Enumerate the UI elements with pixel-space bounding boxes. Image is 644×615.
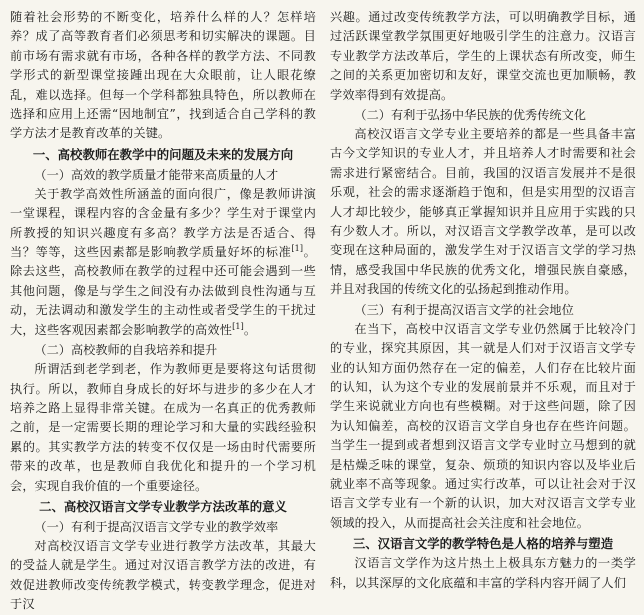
subsection-1-1-heading: （一）高效的教学质量才能带来高质量的人才 bbox=[34, 167, 279, 182]
subsection-2-1-heading: （一）有利于提高汉语言文学专业的教学效率 bbox=[34, 519, 279, 534]
subsection-1-2-heading: （二）高校教师的自我培养和提升 bbox=[34, 343, 218, 358]
paragraph-traditional-culture: 高校汉语言文学专业主要培养的都是一些具备丰富古今文学知识的专业人才，并且培养人才时需要和社会需求进行紧密结合。目前，我国的汉语言发展并不是很乐观，社会的需求逐渐趋于饱和，但是实用型的汉语言人才却比较少，能够真正掌握知识并且应用于实践的只有少数人才。所以，对汉语言文学教学改革，是可以改变现在这种局面的，激发学生对于汉语言文学的学习热情，感受我国中华民族的优秀文化，增强民族自豪感，并且对我国的传统文化的弘扬起到推动作用。 bbox=[330, 127, 636, 297]
subsection-2-2-heading: （二）有利于弘扬中华民族的优秀传统文化 bbox=[354, 108, 586, 123]
paragraph-continued: 兴趣。通过改变传统教学方法，可以明确教学目标，通过活跃课堂教学氛围更好地吸引学生的注意力。汉语言专业教学方法改革后，学生的上课状态有所改变，师生之间的关系更加密切和友好，课堂交流也更加顺畅，教学效率得到有效提高。 bbox=[330, 10, 636, 102]
subsection-2-3-heading: （三）有利于提高汉语言文学的社会地位 bbox=[354, 302, 574, 317]
right-column bbox=[330, 8, 636, 590]
section-2-heading: 二、高校汉语言文学专业教学方法改革的意义 bbox=[39, 498, 287, 514]
left-column bbox=[10, 8, 316, 612]
paragraph-personality-cultivation: 汉语言文学作为这片热土上极具东方魅力的一类学科，以其深厚的文化底蕴和丰富的学科内容开阔了人们 bbox=[330, 556, 636, 590]
reference-marker: [1] bbox=[232, 321, 244, 331]
paragraph-social-status: 在当下，高校中汉语言文学专业仍然属于比较冷门的专业，探究其原因，其一就是人们对于汉语言文学专业的认知方面仍然存在一定的偏差，人们存在比较片面的认知，认为这个专业的发展前景并不乐观，而且对于学生来说就业方向也有些模糊。对于这些问题，除了因为认知偏差，高校的汉语言文学自身也存在些许问题。当学生一提到或者想到汉语言文学专业时立马想到的就是枯燥乏味的课堂，复杂、烦琐的知识内容以及毕业后就业率不高等现象。通过实行改革，可以让社会对于汉语言文学专业有一个新的认识，加大对汉语言文学专业领域的投入，从而提高社会关注度和社会地位。 bbox=[330, 321, 636, 530]
paragraph-part: 。 bbox=[243, 322, 257, 337]
paragraph-self-improvement: 所谓活到老学到老，作为教师更是要将这句话贯彻执行。所以，教师自身成长的好坏与进步的多少在人才培养之路上显得非常关键。在成为一名真正的优秀教师之前，是一定需要长期的理论学习和大量的实践经验积累的。其实教学方法的转变不仅仅是一场由时代需要所带来的改革，也是教师自我优化和提升的一个学习机会，实现自我价值的一个重要途径。 bbox=[10, 362, 316, 493]
reference-marker: [1] bbox=[291, 244, 304, 253]
paragraph-teaching-efficiency: 对高校汉语言文学专业进行教学方法改革，其最大的受益人就是学生。通过对汉语言教学方法的改进，有效促进教师改变传统教学模式，转变教学理念，促进对于汉 bbox=[10, 538, 316, 612]
paragraph-teaching-quality bbox=[10, 185, 316, 340]
paragraph-part: 。除去这些，高校教师在教学的过程中还可能会遇到一些其他问题，像是与学生之间没有办法做到良性沟通与互动，无法调动和激发学生的主动性或者受学生的干扰过大，这些客观因素都会影响教学的高效性 bbox=[10, 245, 316, 337]
paragraph-part: 关于教学高效性所涵盖的面向很广，像是教师讲演一堂课程，课程内容的含金量有多少？学生对于课堂内所教授的知识兴趣度有多高？教学方法是否适合、得当？等等，这些因素都是影响教学质量好坏的标准 bbox=[10, 186, 316, 260]
section-1-heading: 一、高校教师在教学中的问题及未来的发展方向 bbox=[32, 146, 294, 162]
section-3-heading: 三、汉语言文学的教学特色是人格的培养与塑造 bbox=[352, 536, 614, 552]
intro-paragraph: 随着社会形势的不断变化，培养什么样的人？怎样培养？成了高等教育者们必须思考和切实解决的课题。目前市场有需求就有市场，各种各样的教学方法、不同教学形式的新型课堂接踵出现在大众眼前，让人眼花缭乱，难以选择。但每一个学科都独具特色，所以教师在选择和应用上还需“因地制宜”，找到适合自己学科的教学方法才是教育改革的关键。 bbox=[10, 10, 316, 141]
